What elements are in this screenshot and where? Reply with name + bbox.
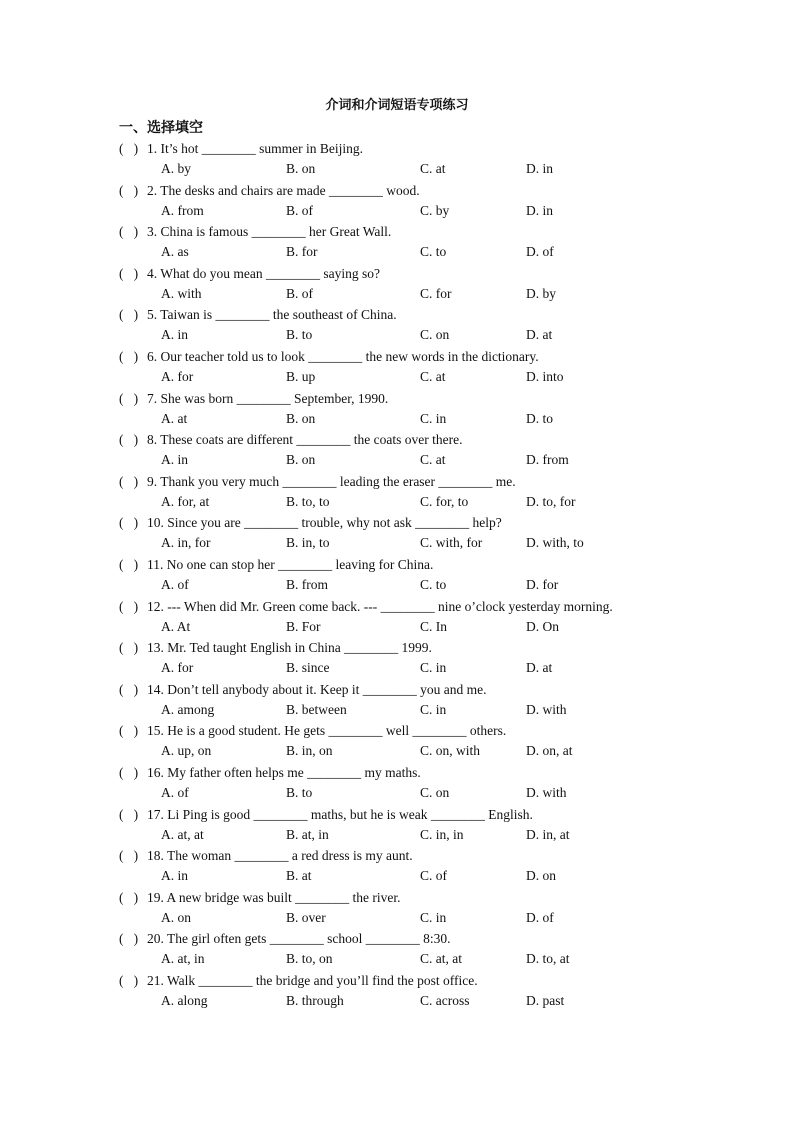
option-d: D. at [526, 660, 553, 676]
option-b: B. at, in [286, 826, 329, 842]
question-stem [119, 679, 486, 700]
option-row [0, 991, 794, 1011]
question-text: 2. The desks and chairs are made ________ wood. [147, 182, 420, 198]
question-stem [119, 471, 516, 492]
option-c: C. at, at [420, 951, 462, 967]
option-a: A. for [161, 660, 194, 676]
option-c: C. to [420, 576, 447, 592]
question-stem [119, 637, 432, 658]
answer-blank: ( ) [119, 848, 139, 864]
option-d: D. of [526, 909, 554, 925]
option-b: B. of [286, 285, 313, 301]
option-c: C. In [420, 618, 447, 634]
question-item [0, 554, 794, 596]
option-a: A. on [161, 909, 191, 925]
option-a: A. in, for [161, 535, 211, 551]
option-b: B. to, on [286, 951, 333, 967]
answer-blank: ( ) [119, 598, 139, 614]
option-c: C. in, in [420, 826, 464, 842]
option-d: D. on, at [526, 743, 573, 759]
option-d: D. of [526, 244, 554, 260]
answer-blank: ( ) [119, 432, 139, 448]
question-text: 14. Don’t tell anybody about it. Keep it ________ you and me. [147, 681, 487, 697]
option-row [0, 201, 794, 221]
question-item [0, 304, 794, 346]
option-b: B. of [286, 202, 313, 218]
option-row [0, 409, 794, 429]
question-item [0, 388, 794, 430]
option-row [0, 159, 794, 179]
option-d: D. on [526, 868, 556, 884]
option-d: D. to [526, 410, 553, 426]
answer-blank: ( ) [119, 723, 139, 739]
question-item [0, 346, 794, 388]
question-stem [119, 762, 421, 783]
option-a: A. in [161, 452, 188, 468]
question-stem [119, 720, 506, 741]
question-item [0, 804, 794, 846]
option-row [0, 700, 794, 720]
option-c: C. in [420, 660, 447, 676]
question-text: 11. No one can stop her ________ leaving for China. [147, 556, 434, 572]
option-a: A. for, at [161, 493, 210, 509]
question-item [0, 263, 794, 305]
option-b: B. on [286, 161, 316, 176]
option-b: B. to [286, 784, 313, 800]
question-item [0, 471, 794, 513]
question-item [0, 970, 794, 1012]
option-b: B. to [286, 327, 313, 343]
question-stem [119, 180, 420, 201]
option-d: D. in, at [526, 826, 570, 842]
question-stem [119, 388, 388, 409]
option-d: D. to, at [526, 951, 570, 967]
option-a: A. at [161, 410, 188, 426]
answer-blank: ( ) [119, 972, 139, 988]
option-d: D. into [526, 368, 564, 384]
option-b: B. through [286, 992, 344, 1008]
option-d: D. On [526, 618, 559, 634]
option-c: C. of [420, 868, 447, 884]
option-row [0, 825, 794, 845]
option-d: D. by [526, 285, 556, 301]
option-b: B. for [286, 244, 318, 260]
option-row [0, 866, 794, 886]
option-b: B. on [286, 452, 316, 468]
option-a: A. from [161, 202, 204, 218]
answer-blank: ( ) [119, 473, 139, 489]
option-row [0, 533, 794, 553]
answer-blank: ( ) [119, 224, 139, 240]
option-d: D. with [526, 784, 567, 800]
answer-blank: ( ) [119, 681, 139, 697]
option-row [0, 658, 794, 678]
question-text: 4. What do you mean ________ saying so? [147, 265, 380, 281]
question-stem [119, 512, 502, 533]
option-c: C. in [420, 909, 447, 925]
option-row [0, 949, 794, 969]
question-text: 15. He is a good student. He gets ________ well ________ others. [147, 723, 507, 739]
option-c: C. across [420, 992, 470, 1008]
question-item [0, 679, 794, 721]
option-a: A. for [161, 368, 194, 384]
option-a: A. among [161, 701, 215, 717]
option-row [0, 908, 794, 928]
answer-blank: ( ) [119, 764, 139, 780]
question-text: 16. My father often helps me ________ my maths. [147, 764, 421, 780]
option-d: D. for [526, 576, 559, 592]
option-row [0, 284, 794, 304]
question-stem [119, 928, 450, 949]
option-b: B. since [286, 660, 330, 676]
question-item [0, 596, 794, 638]
option-row [0, 242, 794, 262]
option-a: A. of [161, 784, 189, 800]
answer-blank: ( ) [119, 182, 139, 198]
page-title: 介词和介词短语专项练习 [325, 98, 469, 113]
option-c: C. for [420, 285, 452, 301]
option-a: A. along [161, 992, 208, 1008]
answer-blank: ( ) [119, 806, 139, 822]
option-a: A. At [161, 618, 191, 634]
option-b: B. at [286, 868, 312, 884]
question-stem [119, 346, 539, 367]
answer-blank: ( ) [119, 265, 139, 281]
option-c: C. to [420, 244, 447, 260]
option-c: C. with, for [420, 535, 483, 551]
question-item [0, 762, 794, 804]
question-stem [119, 887, 400, 908]
option-row [0, 617, 794, 637]
answer-blank: ( ) [119, 307, 139, 323]
option-d: D. at [526, 327, 553, 343]
question-stem [119, 596, 613, 617]
answer-blank: ( ) [119, 889, 139, 905]
question-stem [119, 304, 397, 325]
option-a: A. up, on [161, 743, 212, 759]
question-item [0, 221, 794, 263]
option-a: A. in [161, 327, 188, 343]
question-item [0, 887, 794, 929]
option-a: A. at, at [161, 826, 204, 842]
option-a: A. of [161, 576, 189, 592]
option-c: C. in [420, 410, 447, 426]
question-item [0, 138, 794, 180]
option-row [0, 450, 794, 470]
question-list [0, 138, 794, 1011]
option-d: D. past [526, 992, 565, 1008]
question-text: 7. She was born ________ September, 1990. [147, 390, 389, 406]
option-b: B. For [286, 618, 321, 634]
question-text: 3. China is famous ________ her Great Wall. [147, 224, 392, 240]
option-row [0, 492, 794, 512]
option-a: A. by [161, 161, 191, 176]
option-d: D. in [526, 161, 553, 176]
option-c: C. at [420, 452, 446, 468]
question-text: 6. Our teacher told us to look ________ the new words in the dictionary. [147, 348, 539, 364]
section-heading: 一、选择填空 [119, 120, 203, 136]
option-row [0, 367, 794, 387]
question-stem [119, 221, 391, 242]
question-text: 20. The girl often gets ________ school ________ 8:30. [147, 931, 451, 947]
question-text: 17. Li Ping is good ________ maths, but he is weak ________ English. [147, 806, 533, 822]
option-b: B. in, on [286, 743, 333, 759]
question-text: 13. Mr. Ted taught English in China ________ 1999. [147, 640, 432, 656]
answer-blank: ( ) [119, 931, 139, 947]
answer-blank: ( ) [119, 348, 139, 364]
question-stem [119, 845, 413, 866]
option-b: B. over [286, 909, 326, 925]
question-item [0, 637, 794, 679]
option-c: C. for, to [420, 493, 469, 509]
option-c: C. at [420, 368, 446, 384]
option-d: D. with [526, 701, 567, 717]
question-text: 10. Since you are ________ trouble, why not ask ________ help? [147, 515, 502, 531]
option-a: A. as [161, 244, 189, 260]
option-b: B. in, to [286, 535, 330, 551]
option-row [0, 783, 794, 803]
option-a: A. with [161, 285, 202, 301]
option-b: B. between [286, 701, 347, 717]
option-c: C. at [420, 161, 446, 176]
question-text: 19. A new bridge was built ________ the river. [147, 889, 401, 905]
option-b: B. to, to [286, 493, 330, 509]
question-stem [119, 554, 433, 575]
option-a: A. at, in [161, 951, 205, 967]
question-stem [119, 804, 533, 825]
option-d: D. from [526, 452, 569, 468]
option-row [0, 741, 794, 761]
option-d: D. in [526, 202, 553, 218]
option-b: B. from [286, 576, 328, 592]
question-stem [119, 429, 463, 450]
question-item [0, 928, 794, 970]
option-c: C. on [420, 784, 450, 800]
answer-blank: ( ) [119, 515, 139, 531]
question-item [0, 720, 794, 762]
option-row [0, 325, 794, 345]
option-a: A. in [161, 868, 188, 884]
question-item [0, 845, 794, 887]
answer-blank: ( ) [119, 640, 139, 656]
question-stem [119, 263, 380, 284]
option-c: C. by [420, 202, 450, 218]
question-text: 21. Walk ________ the bridge and you’ll find the post office. [147, 972, 478, 988]
question-stem [119, 138, 363, 159]
question-text: 18. The woman ________ a red dress is my aunt. [147, 848, 413, 864]
option-b: B. up [286, 368, 316, 384]
question-text: 1. It’s hot ________ summer in Beijing. [147, 141, 363, 156]
question-text: 9. Thank you very much ________ leading the eraser ________ me. [147, 473, 516, 489]
option-c: C. in [420, 701, 447, 717]
question-item [0, 512, 794, 554]
option-c: C. on, with [420, 743, 481, 759]
option-d: D. with, to [526, 535, 584, 551]
question-text: 8. These coats are different ________ the coats over there. [147, 432, 463, 448]
question-stem [119, 970, 478, 991]
question-item [0, 180, 794, 222]
answer-blank: ( ) [119, 556, 139, 572]
option-b: B. on [286, 410, 316, 426]
answer-blank: ( ) [119, 390, 139, 406]
question-text: 12. --- When did Mr. Green come back. --- ________ nine o’clock yesterday morning. [147, 598, 613, 614]
option-d: D. to, for [526, 493, 576, 509]
option-row [0, 575, 794, 595]
option-c: C. on [420, 327, 450, 343]
question-text: 5. Taiwan is ________ the southeast of China. [147, 307, 397, 323]
question-item [0, 429, 794, 471]
answer-blank: ( ) [119, 141, 139, 156]
